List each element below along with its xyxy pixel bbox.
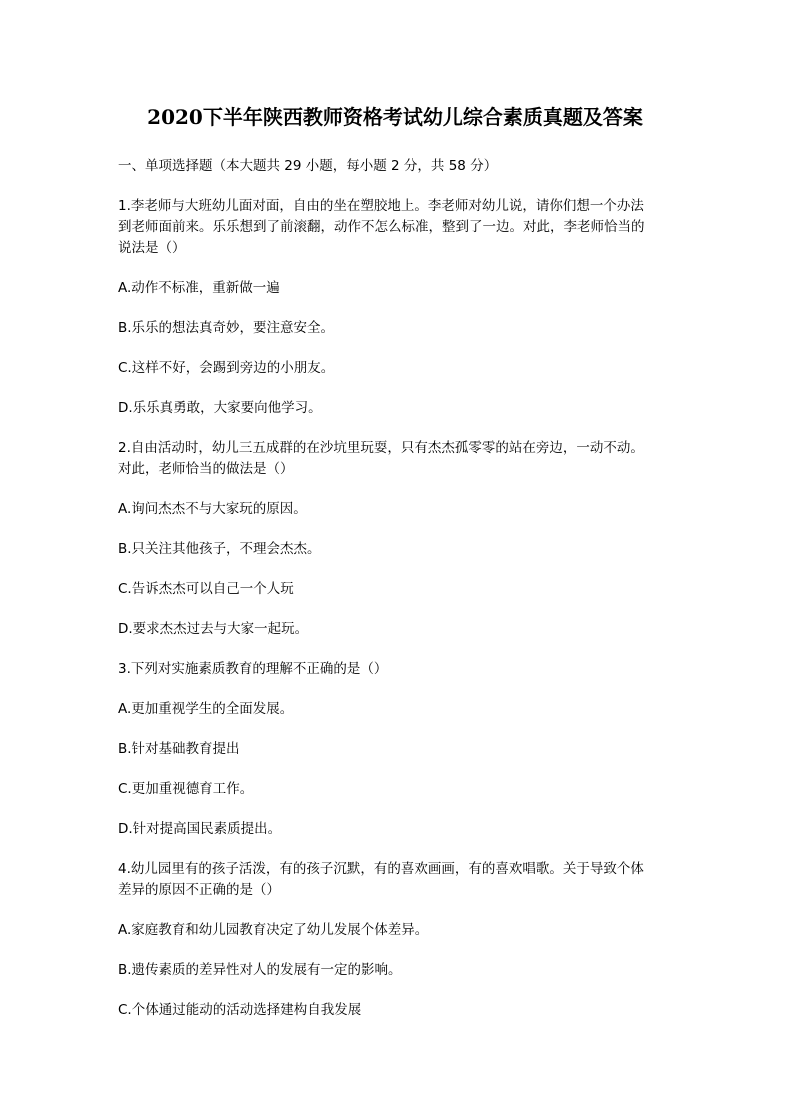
answer-option: B.遗传素质的差异性对人的发展有一定的影响。 — [118, 962, 402, 978]
answer-option: C.更加重视德育工作。 — [118, 781, 254, 797]
question-stem-line: 2.自由活动时，幼儿三五成群的在沙坑里玩耍，只有杰杰孤零零的站在旁边，一动不动。 — [118, 440, 644, 456]
question-stem-line: 说法是（） — [118, 240, 186, 256]
question-stem — [118, 859, 678, 901]
answer-option: D.乐乐真勇敢，大家要向他学习。 — [118, 400, 322, 416]
answer-option: D.针对提高国民素质提出。 — [118, 821, 282, 837]
answer-option: C.这样不好，会踢到旁边的小朋友。 — [118, 360, 335, 376]
answer-option: A.更加重视学生的全面发展。 — [118, 701, 294, 717]
answer-option: C.告诉杰杰可以自己一个人玩 — [118, 581, 294, 597]
question-stem-line: 1.李老师与大班幼儿面对面，自由的坐在塑胶地上。李老师对幼儿说，请你们想一个办法 — [118, 198, 644, 214]
question-stem-line: 到老师面前来。乐乐想到了前滚翻，动作不怎么标准，整到了一边。对此，李老师恰当的 — [118, 219, 645, 235]
question-stem-line: 3.下列对实施素质教育的理解不正确的是（） — [118, 661, 388, 677]
answer-option: C.个体通过能动的活动选择建构自我发展 — [118, 1002, 362, 1018]
question-stem — [118, 659, 678, 680]
answer-option: B.乐乐的想法真奇妙，要注意安全。 — [118, 320, 335, 336]
answer-option: A.询问杰杰不与大家玩的原因。 — [118, 501, 307, 517]
question-stem — [118, 196, 678, 259]
section-header: 一、单项选择题（本大题共 29 小题，每小题 2 分，共 58 分） — [118, 158, 498, 174]
answer-option: B.针对基础教育提出 — [118, 741, 240, 757]
answer-option: A.家庭教育和幼儿园教育决定了幼儿发展个体差异。 — [118, 922, 429, 938]
question-stem-line: 4.幼儿园里有的孩子活泼，有的孩子沉默，有的喜欢画画，有的喜欢唱歌。关于导致个体 — [118, 861, 644, 877]
document-title: 2020下半年陕西教师资格考试幼儿综合素质真题及答案 — [147, 105, 643, 129]
question-stem — [118, 438, 678, 480]
answer-option: D.要求杰杰过去与大家一起玩。 — [118, 621, 309, 637]
answer-option: B.只关注其他孩子，不理会杰杰。 — [118, 541, 321, 557]
question-stem-line: 差异的原因不正确的是（） — [118, 882, 280, 898]
question-stem-line: 对此，老师恰当的做法是（） — [118, 461, 294, 477]
answer-option: A.动作不标准，重新做一遍 — [118, 280, 280, 296]
document-body — [118, 156, 678, 1040]
